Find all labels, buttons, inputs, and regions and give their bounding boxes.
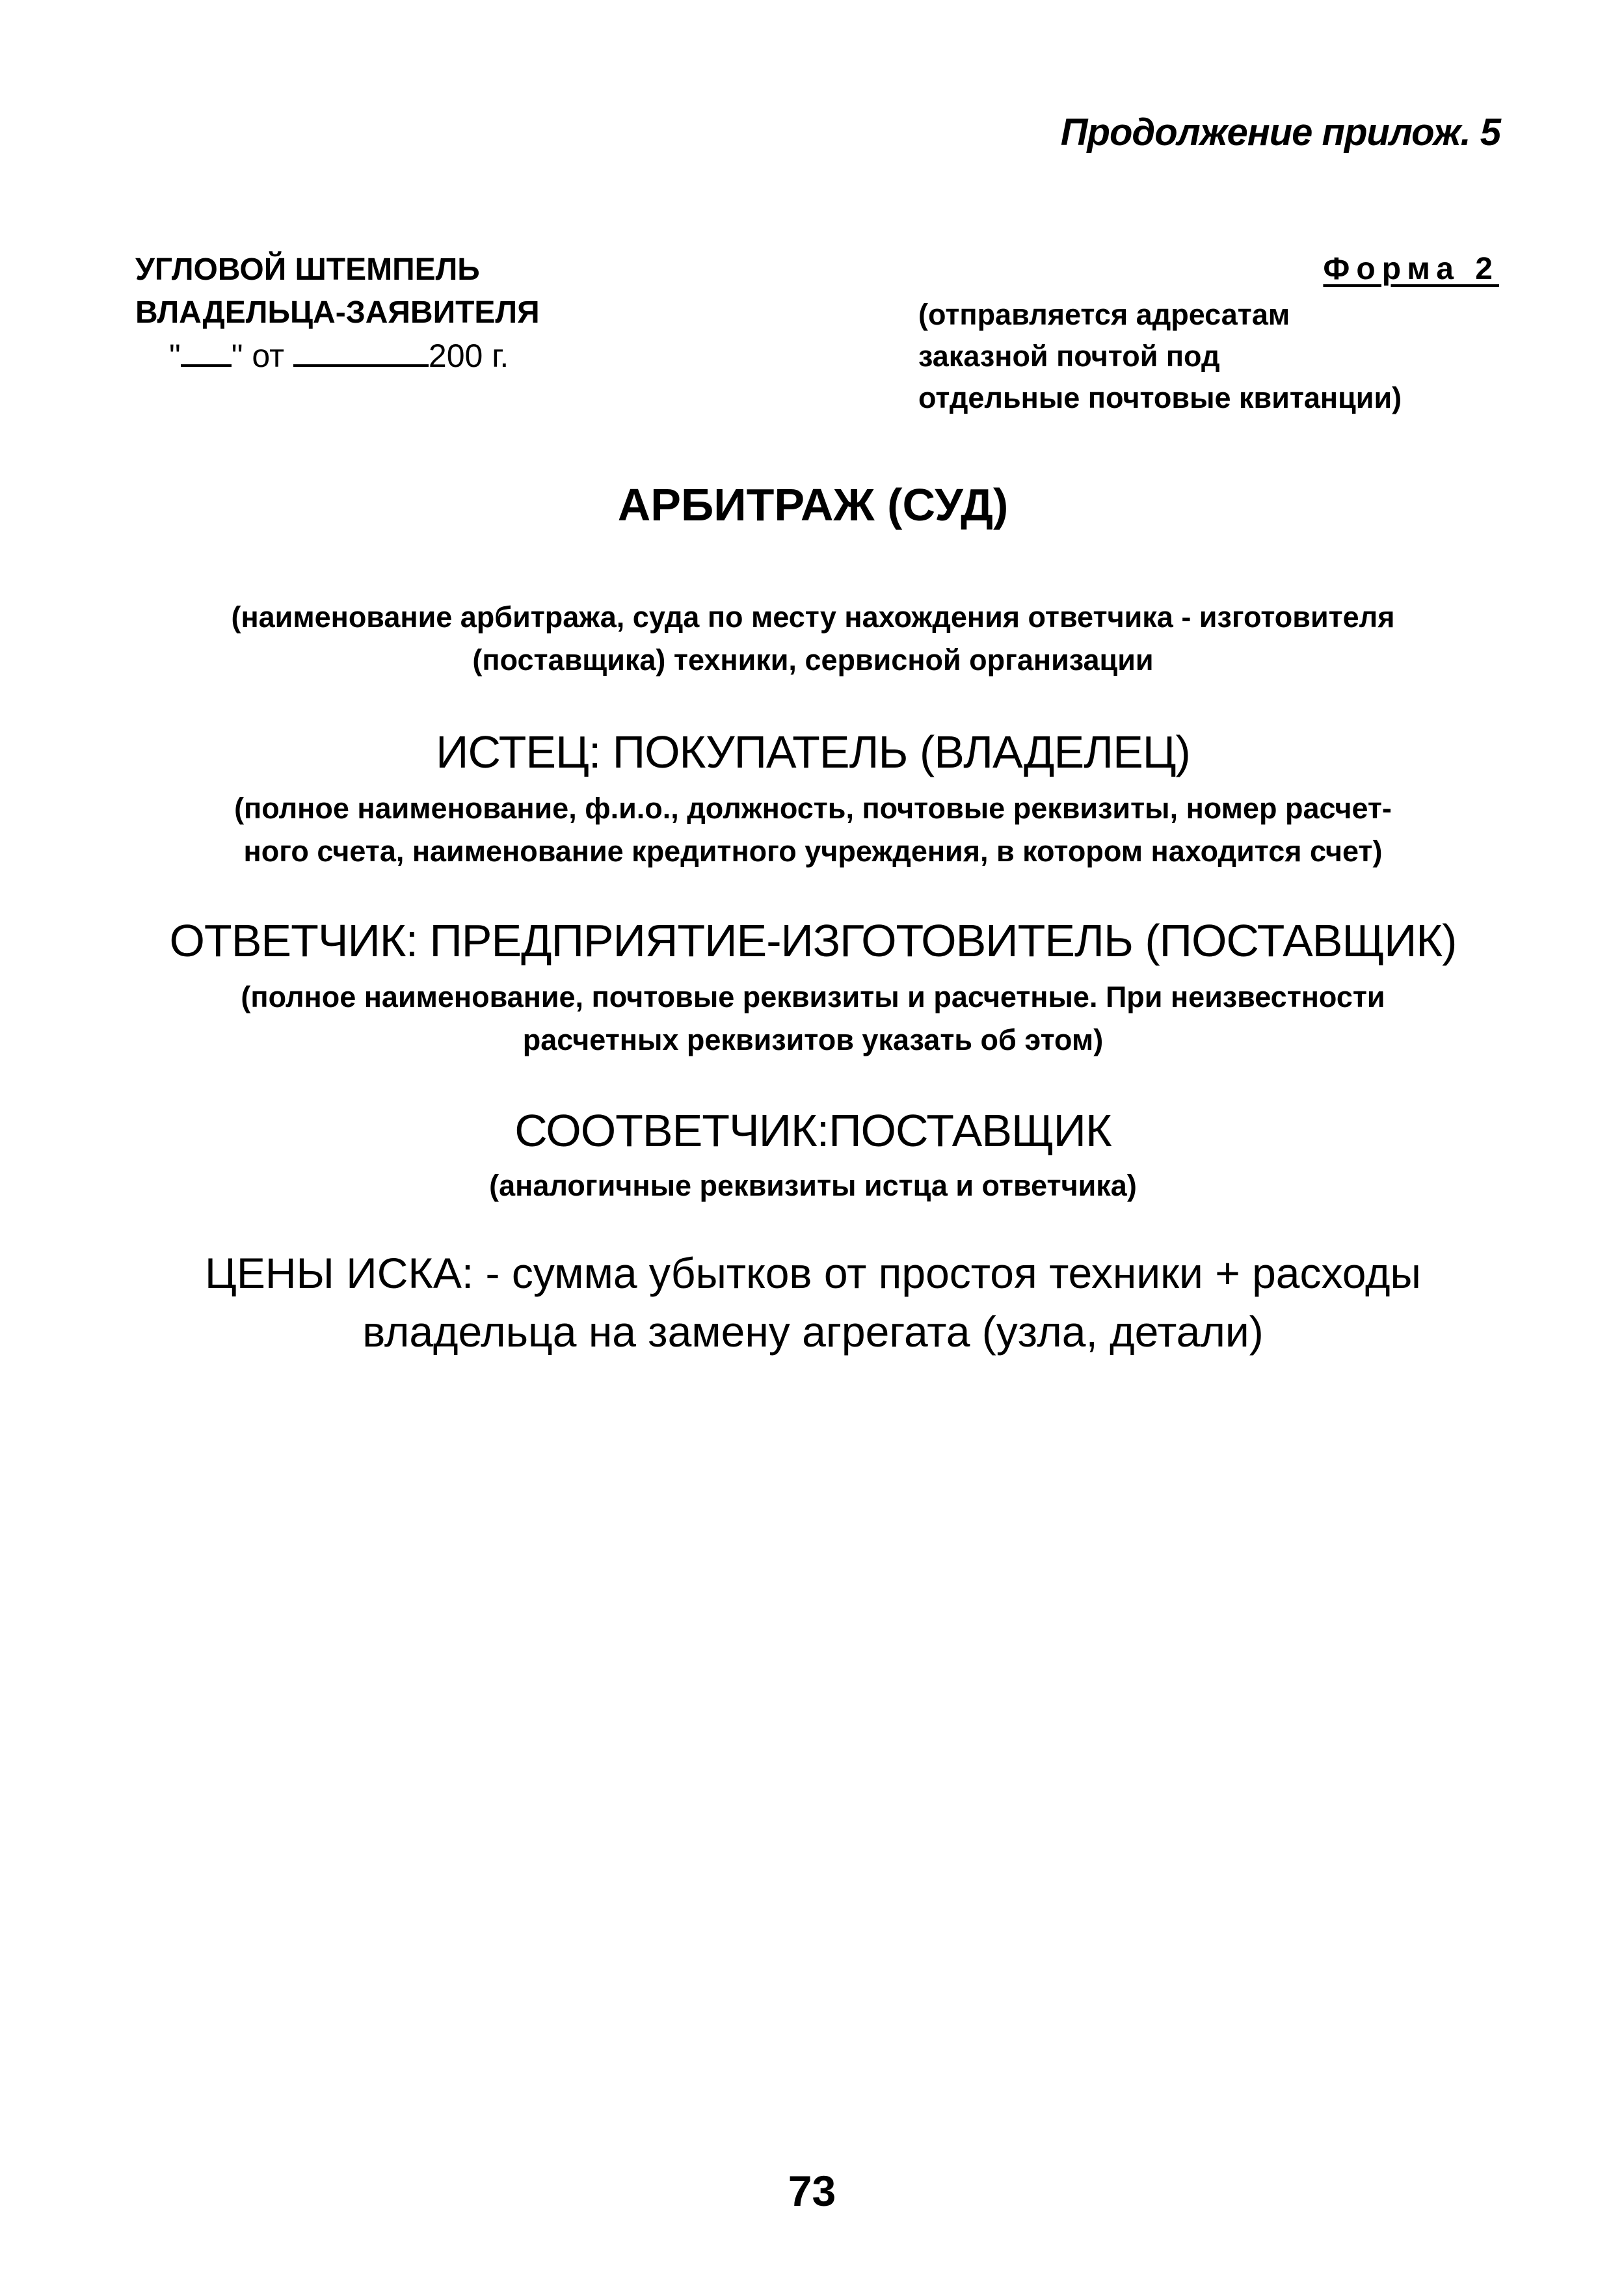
form-note — [918, 294, 1504, 419]
defendant-heading: ОТВЕТЧИК: ПРЕДПРИЯТИЕ-ИЗГОТОВИТЕЛЬ (ПОСТАВЩИК) — [169, 915, 1457, 966]
codefendant-heading: СООТВЕТЧИК:ПОСТАВЩИК — [514, 1105, 1112, 1156]
codefendant-note — [130, 1164, 1496, 1207]
stamp-date-close-quote: " — [231, 338, 243, 374]
defendant-note-line: расчетных реквизитов указать об этом) — [522, 1023, 1104, 1056]
stamp-date-from: от — [252, 338, 285, 374]
claim-price-line: владельца на замену агрегата (узла, детали) — [362, 1308, 1264, 1356]
form-note-line: заказной почтой под — [918, 340, 1220, 373]
court-note — [130, 596, 1496, 682]
stamp-date-suffix: г. — [492, 338, 509, 374]
plaintiff-note-line: (полное наименование, ф.и.о., должность, почтовые реквизиты, номер расчет- — [234, 792, 1392, 825]
court-note-line: (поставщика) техники, сервисной организации — [472, 643, 1154, 677]
stamp-date-open-quote: " — [169, 338, 181, 374]
court-note-line: (наименование арбитража, суда по месту нахождения ответчика - изготовителя — [231, 600, 1395, 634]
page-number: 73 — [788, 2167, 836, 2215]
form-note-line: отдельные почтовые квитанции) — [918, 381, 1402, 414]
claim-price-line: ЦЕНЫ ИСКА: - сумма убытков от простоя техники + расходы — [205, 1249, 1421, 1297]
continuation-note: Продолжение прилож. 5 — [1060, 111, 1500, 154]
plaintiff-note-line: ного счета, наименование кредитного учреждения, в котором находится счет) — [243, 835, 1383, 868]
form-label: Форма 2 — [1323, 252, 1499, 286]
court-title: АРБИТРАЖ (СУД) — [617, 479, 1009, 530]
defendant-note — [130, 976, 1496, 1062]
defendant-note-line: (полное наименование, почтовые реквизиты и расчетные. При неизвестности — [241, 980, 1385, 1013]
codefendant-note-line: (аналогичные реквизиты истца и ответчика) — [489, 1169, 1137, 1202]
plaintiff-heading: ИСТЕЦ: ПОКУПАТЕЛЬ (ВЛАДЕЛЕЦ) — [436, 727, 1190, 777]
stamp-date-line — [135, 334, 540, 377]
claim-price — [130, 1244, 1496, 1361]
stamp-date-year: 200 — [428, 338, 483, 374]
plaintiff-note — [130, 787, 1496, 873]
form-note-line: (отправляется адресатам — [918, 298, 1290, 331]
month-blank — [293, 335, 429, 367]
stamp-line-1: УГЛОВОЙ ШТЕМПЕЛЬ — [135, 252, 480, 287]
corner-stamp — [135, 248, 540, 377]
day-blank — [181, 335, 232, 367]
stamp-line-2: ВЛАДЕЛЬЦА-ЗАЯВИТЕЛЯ — [135, 295, 540, 330]
